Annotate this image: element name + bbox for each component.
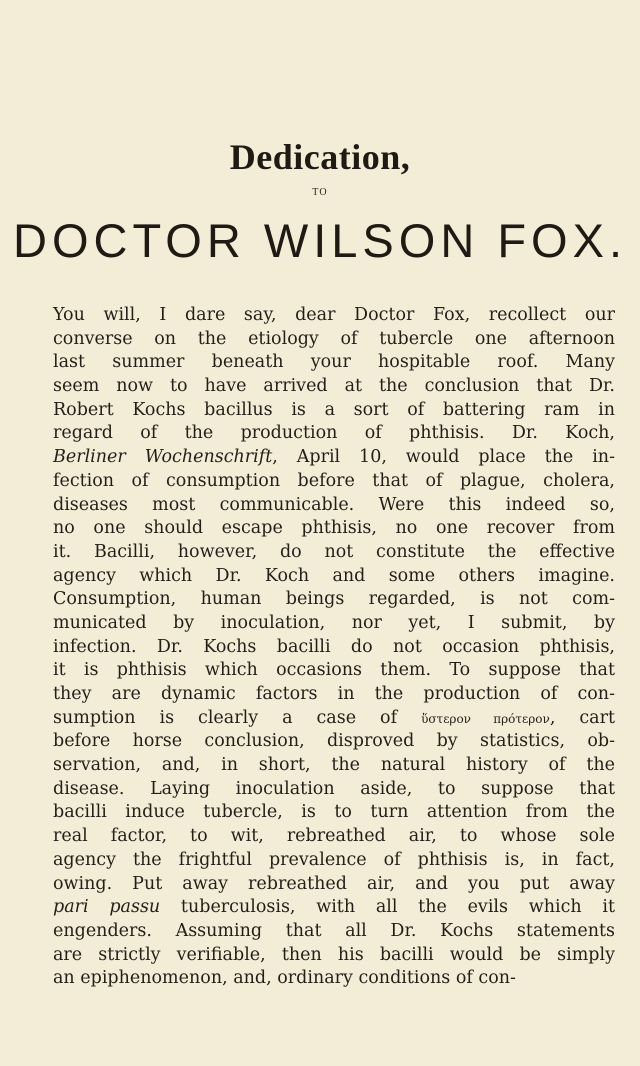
body-line: Consumption, human beings regarded, is not com-: [53, 589, 615, 610]
body-line: bacilli induce tubercle, is to turn attention from the: [53, 802, 615, 823]
body-line: disease. Laying inoculation aside, to suppose that: [53, 778, 615, 799]
italic-publication-title: Berliner Wochenschrift: [53, 447, 273, 468]
greek-phrase: ὕστερον πρότερον: [421, 711, 550, 726]
body-line: real factor, to wit, rebreathed air, to whose sole: [53, 826, 615, 847]
body-line-rest: , April 10, would place the in-: [272, 447, 615, 468]
body-line: [53, 896, 615, 920]
to-label: TO: [312, 187, 328, 198]
body-line: seem now to have arrived at the conclusion that Dr.: [53, 376, 615, 397]
dedication-body: [53, 304, 615, 991]
body-line: no one should escape phthisis, no one recover from: [53, 518, 615, 539]
body-line: You will, I dare say, dear Doctor Fox, recollect our: [53, 305, 615, 325]
italic-latin-phrase: pari passu: [53, 897, 161, 918]
body-line: agency which Dr. Koch and some others imagine.: [53, 565, 615, 586]
body-line: it is phthisis which occasions them. To suppose that: [53, 660, 615, 681]
body-line: infection. Dr. Kochs bacilli do not occasion phthisis,: [53, 636, 615, 657]
body-line: regard of the production of phthisis. Dr. Koch,: [53, 423, 615, 444]
body-line: owing. Put away rebreathed air, and you put away: [53, 873, 615, 894]
body-line: they are dynamic factors in the production of con-: [53, 684, 615, 704]
body-line: before horse conclusion, disproved by statistics, ob-: [53, 731, 615, 752]
body-line: converse on the etiology of tubercle one afternoon: [53, 328, 615, 349]
body-line: are strictly verifiable, then his bacilli would be simply: [53, 944, 615, 965]
body-line: Robert Kochs bacillus is a sort of battering ram in: [53, 399, 615, 420]
body-line-end: , cart: [549, 707, 616, 728]
body-line-start: sumption is clearly a case of: [53, 707, 422, 728]
body-line: last summer beneath your hospitable roof. Many: [53, 352, 615, 373]
body-line: [53, 707, 615, 731]
body-line: agency the frightful prevalence of phthisis is, in fact,: [53, 849, 615, 870]
body-line: [53, 446, 615, 470]
body-line: municated by inoculation, nor yet, I submit, by: [53, 612, 615, 633]
body-line: engenders. Assuming that all Dr. Kochs statements: [53, 920, 615, 941]
body-line: an epiphenomenon, and, ordinary conditions of con-: [53, 968, 516, 989]
body-line: diseases most communicable. Were this indeed so,: [53, 494, 615, 515]
body-line: it. Bacilli, however, do not constitute the effective: [53, 541, 615, 562]
dedicatee-name: DOCTOR WILSON FOX.: [13, 214, 627, 267]
dedication-heading: Dedication,: [229, 137, 411, 177]
body-line: fection of consumption before that of plague, cholera,: [53, 470, 615, 491]
body-line: servation, and, in short, the natural history of the: [53, 755, 615, 776]
body-line-rest: tuberculosis, with all the evils which it: [160, 897, 616, 918]
